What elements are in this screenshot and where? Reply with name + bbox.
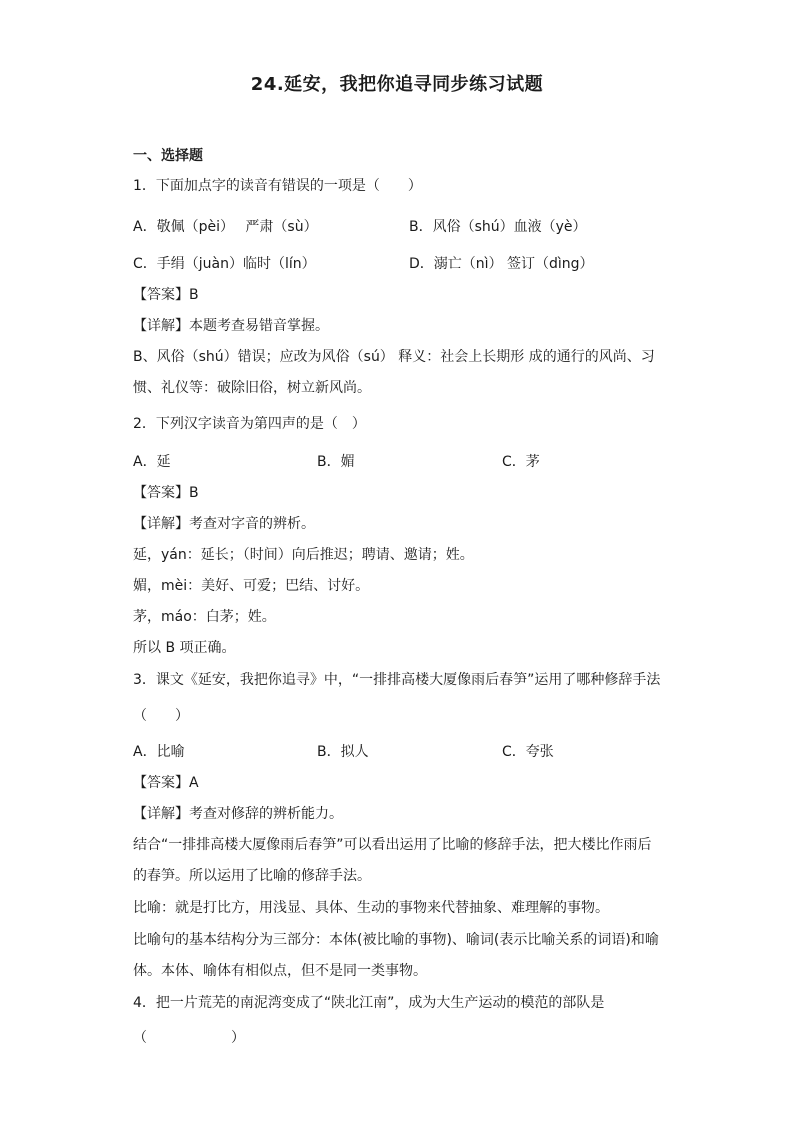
question-3-stem-blank: （ ） [133, 708, 189, 724]
question-3-explanation-line: 体。本体、喻体有相似点，但不是同一类事物。 [133, 963, 427, 979]
question-4-stem-blank: （ ） [133, 1030, 245, 1046]
question-1-option-c: C．手绢（juàn）临时（lín） [133, 256, 316, 272]
question-2-option-c: C．茅 [502, 454, 540, 470]
question-2-answer: 【答案】B [133, 485, 199, 501]
question-2-explanation-line: 媚，mèi：美好、可爱；巴结、讨好。 [133, 578, 370, 594]
question-1-option-b: B．风俗（shú）血液（yè） [409, 219, 587, 235]
question-2-explanation-line: 延，yán：延长；（时间）向后推迟；聘请、邀请；姓。 [133, 547, 474, 563]
question-3-option-b: B．拟人 [317, 744, 369, 760]
question-1-detail: 【详解】本题考查易错音掌握。 [133, 318, 329, 334]
section-heading: 一、选择题 [133, 148, 203, 164]
question-2-explanation-line: 茅，máo：白茅；姓。 [133, 609, 276, 625]
question-3-detail: 【详解】考查对修辞的辨析能力。 [133, 806, 343, 822]
question-3-explanation-line: 比喻：就是打比方，用浅显、具体、生动的事物来代替抽象、难理解的事物。 [133, 900, 609, 916]
question-3-answer: 【答案】A [133, 775, 199, 791]
question-2-detail: 【详解】考查对字音的辨析。 [133, 516, 315, 532]
question-1-explanation-line: 惯、礼仪等：破除旧俗，树立新风尚。 [133, 380, 371, 396]
question-1-option-a: A．敬佩（pèi） 严肃（sù） [133, 219, 318, 235]
question-3-explanation-line: 比喻句的基本结构分为三部分：本体(被比喻的事物)、喻词(表示比喻关系的词语)和喻 [133, 932, 659, 948]
question-1-answer: 【答案】B [133, 287, 199, 303]
question-1-explanation-line: B、风俗（shú）错误；应改为风俗（sú） 释义：社会上长期形 成的通行的风尚、习 [133, 349, 655, 365]
question-1-option-d: D．溺亡（nì） 签订（dìng） [409, 256, 594, 272]
question-3-option-a: A．比喻 [133, 744, 185, 760]
question-2-explanation-line: 所以 B 项正确。 [133, 640, 236, 656]
question-3-explanation-line: 结合“一排排高楼大厦像雨后春笋”可以看出运用了比喻的修辞手法，把大楼比作雨后 [133, 837, 652, 853]
question-2-option-a: A．延 [133, 454, 171, 470]
question-3-explanation-line: 的春笋。所以运用了比喻的修辞手法。 [133, 868, 371, 884]
question-1-stem: 1．下面加点字的读音有错误的一项是（ ） [133, 178, 422, 194]
question-3-option-c: C．夸张 [502, 744, 554, 760]
question-2-option-b: B．媚 [317, 454, 355, 470]
question-3-stem: 3．课文《延安，我把你追寻》中，“一排排高楼大厦像雨后春笋”运用了哪种修辞手法 [133, 672, 661, 688]
question-2-stem: 2．下列汉字读音为第四声的是（ ） [133, 416, 366, 432]
question-4-stem: 4．把一片荒芜的南泥湾变成了“陕北江南”，成为大生产运动的模范的部队是 [133, 995, 605, 1011]
page-title: 24.延安，我把你追寻同步练习试题 [250, 74, 544, 95]
